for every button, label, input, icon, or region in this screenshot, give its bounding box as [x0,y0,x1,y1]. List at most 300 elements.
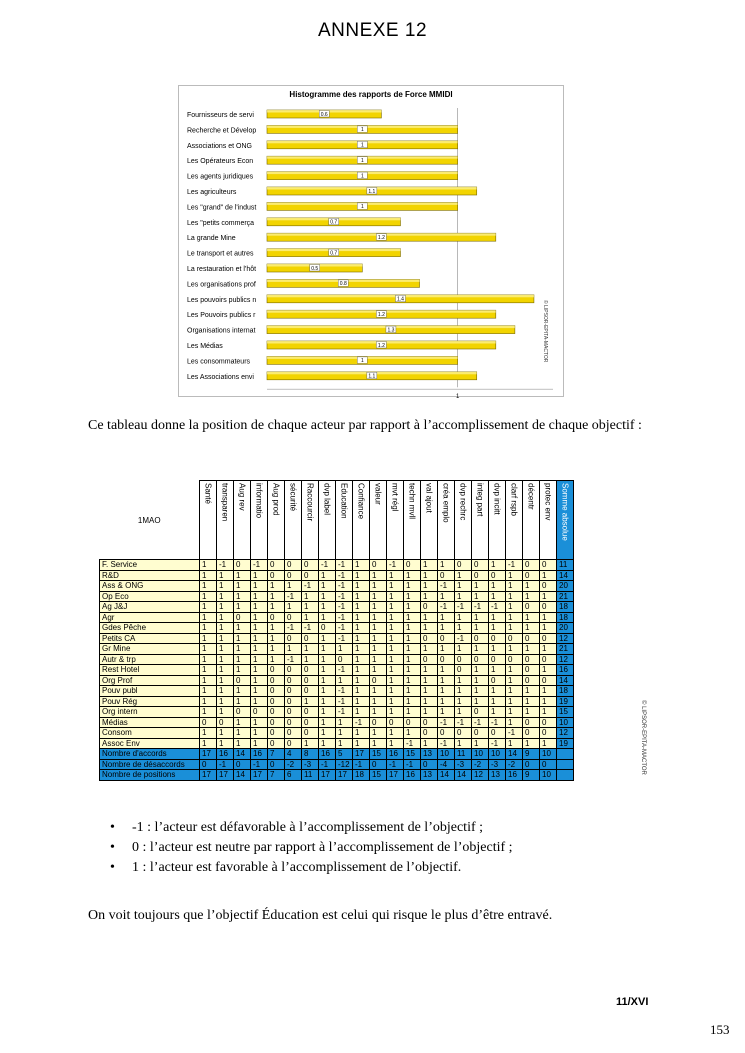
position-cell: 1 [319,696,336,707]
actor-row [100,707,574,718]
legend-item: • 0 : l’acteur est neutre par rapport à l’accomplissement de l’objectif ; [110,838,513,858]
totals-cell: 17 [336,770,353,781]
category-label: Le transport et autres [187,250,254,258]
category-label: La restauration et l'hôt [187,266,257,273]
position-cell: 1 [472,581,489,592]
position-cell: 1 [523,644,540,655]
position-cell: 1 [302,602,319,613]
position-cell: 0 [455,665,472,676]
position-cell: 1 [251,738,268,749]
actor-label: Agr [100,612,200,623]
sum-cell: 14 [557,675,574,686]
category-label: Les "grand" de l'indust [187,204,257,212]
actor-label: F. Service [100,560,200,571]
totals-cell: 17 [200,749,217,760]
position-cell: 0 [302,728,319,739]
bar-value-label: 1 [360,204,364,211]
position-cell: 0 [268,717,285,728]
position-cell: 0 [438,570,455,581]
legend-item: • 1 : l’acteur est favorable à l’accomplissement de l’objectif. [110,858,513,878]
position-cell: 1 [319,633,336,644]
position-cell: 0 [336,654,353,665]
position-cell: 1 [319,675,336,686]
objective-column-header [251,481,268,560]
position-cell: 1 [438,686,455,697]
position-cell: 1 [319,686,336,697]
position-cell: 1 [200,644,217,655]
position-cell: 0 [421,602,438,613]
position-cell: 1 [387,602,404,613]
position-cell: 0 [285,696,302,707]
bar-value-label: 1.1 [368,188,376,195]
position-cell: 1 [217,570,234,581]
position-cell: 1 [353,591,370,602]
position-cell: 1 [217,738,234,749]
totals-label: Nombre d'accords [100,749,200,760]
position-cell: 0 [472,570,489,581]
position-cell: 1 [506,612,523,623]
position-cell: 0 [370,560,387,571]
position-cell: 1 [540,612,557,623]
position-cell: 1 [251,675,268,686]
totals-cell: 5 [336,749,353,760]
sum-cell: 11 [557,560,574,571]
actor-label: Gr Mine [100,644,200,655]
position-cell: 1 [251,633,268,644]
totals-cell: 14 [506,749,523,760]
position-cell: 1 [217,686,234,697]
objective-column-header [336,481,353,560]
totals-cell: -2 [285,759,302,770]
position-cell: 1 [455,570,472,581]
position-cell: 1 [336,644,353,655]
position-cell: -1 [489,602,506,613]
position-cell: 1 [353,633,370,644]
totals-row [100,770,574,781]
position-cell: 0 [268,675,285,686]
position-cell: 0 [523,633,540,644]
position-cell: 1 [302,696,319,707]
position-cell: 1 [251,602,268,613]
position-cell: 0 [540,728,557,739]
position-cell: -1 [438,738,455,749]
actor-row [100,675,574,686]
objective-column-header [540,481,557,560]
actor-label: Médias [100,717,200,728]
position-cell: 1 [387,738,404,749]
sum-cell: 18 [557,686,574,697]
position-cell: 1 [268,644,285,655]
position-cell: 1 [200,581,217,592]
position-cell: 0 [540,581,557,592]
position-cell: 0 [268,570,285,581]
position-cell: 1 [455,623,472,634]
position-cell: 1 [319,591,336,602]
force-histogram [178,85,564,401]
legend-item: • -1 : l’acteur est défavorable à l’accomplissement de l’objectif ; [110,818,513,838]
objective-label: dvp incitt [492,483,502,515]
position-cell: 1 [268,581,285,592]
position-cell: 1 [217,728,234,739]
objective-column-header [285,481,302,560]
position-cell: 1 [234,654,251,665]
position-cell: 1 [387,581,404,592]
position-cell: 1 [387,570,404,581]
position-cell: 1 [251,686,268,697]
position-cell: 1 [353,696,370,707]
actor-row [100,623,574,634]
totals-row [100,749,574,760]
actor-row [100,633,574,644]
totals-cell: -3 [455,759,472,770]
position-cell: 1 [421,675,438,686]
objective-label: Confiance [356,483,366,520]
totals-cell: 9 [523,749,540,760]
position-cell: 0 [302,707,319,718]
position-cell: 0 [438,728,455,739]
position-cell: 1 [506,696,523,707]
position-cell: 0 [472,707,489,718]
position-cell: 0 [268,612,285,623]
position-cell: 1 [370,612,387,623]
actor-row [100,560,574,571]
position-cell: 0 [523,675,540,686]
objective-column-header [200,481,217,560]
position-cell: -1 [506,560,523,571]
actor-label: Pouv publ [100,686,200,697]
position-cell: 0 [370,717,387,728]
position-cell: 1 [234,665,251,676]
position-cell: -1 [302,623,319,634]
totals-cell: -1 [319,759,336,770]
position-cell: 1 [387,633,404,644]
position-cell: 0 [540,560,557,571]
bar-value-label: 0.8 [339,281,347,288]
totals-cell: 17 [217,770,234,781]
position-cell: 0 [302,675,319,686]
bar-value-label: 1 [360,173,364,180]
position-cell: 1 [217,675,234,686]
position-cell: 0 [523,602,540,613]
objective-column-header [234,481,251,560]
bar-value-label: 1.2 [377,342,385,349]
position-cell: 0 [234,560,251,571]
position-cell: 0 [285,675,302,686]
position-cell: 1 [336,717,353,728]
actor-label: Op Eco [100,591,200,602]
sum-cell: 15 [557,707,574,718]
position-cell: 1 [234,591,251,602]
category-label: Les Associations envi [187,373,254,381]
sum-cell: 12 [557,728,574,739]
position-cell: 1 [540,686,557,697]
position-cell: 1 [370,654,387,665]
position-cell: 1 [234,738,251,749]
position-cell: -1 [336,581,353,592]
sum-cell: 18 [557,612,574,623]
position-cell: 1 [217,644,234,655]
totals-cell: 17 [200,770,217,781]
totals-cell: 0 [200,759,217,770]
position-cell: 1 [234,581,251,592]
position-cell: 1 [200,570,217,581]
position-cell: 0 [506,654,523,665]
category-label: Les pouvoirs publics n [187,296,257,304]
position-cell: 1 [370,707,387,718]
position-cell: 1 [387,686,404,697]
page-reference: 11/XVI [616,996,649,1008]
position-cell: -1 [489,717,506,728]
objective-label: clarf rspb [509,483,519,516]
position-cell: 1 [251,665,268,676]
position-cell: 1 [234,633,251,644]
actor-label: Org intern [100,707,200,718]
bar-value-label: 1 [360,127,364,134]
position-cell: 1 [319,612,336,623]
position-cell: 1 [319,665,336,676]
category-label: Recherche et Dévelop [187,127,257,135]
objective-label: mvt régl [390,483,400,512]
position-cell: 1 [353,665,370,676]
position-cell: 0 [370,675,387,686]
position-cell: 1 [353,654,370,665]
position-cell: -1 [285,623,302,634]
position-cell: 1 [540,696,557,707]
objective-label: dvp label [322,483,332,516]
position-cell: 1 [455,644,472,655]
position-cell: 0 [540,675,557,686]
sum-cell: 20 [557,581,574,592]
actor-row [100,738,574,749]
position-cell: 1 [438,696,455,707]
totals-label: Nombre de positions [100,770,200,781]
totals-cell: 7 [268,749,285,760]
position-cell: 1 [217,654,234,665]
objective-label: transparen [220,483,230,522]
position-cell: 1 [523,696,540,707]
position-cell: -1 [455,717,472,728]
position-cell: 1 [421,623,438,634]
position-cell: 1 [489,707,506,718]
position-cell: -1 [455,633,472,644]
position-cell: 0 [438,633,455,644]
position-cell: 1 [268,633,285,644]
position-cell: 1 [455,591,472,602]
position-cell: 1 [200,707,217,718]
position-cell: -1 [285,591,302,602]
position-cell: 1 [404,602,421,613]
position-cell: -1 [336,707,353,718]
category-label: Associations et ONG [187,142,252,150]
objective-label: décentr [526,483,536,510]
totals-cell: -1 [353,759,370,770]
position-cell: 1 [234,717,251,728]
position-cell: 1 [217,602,234,613]
position-cell: 1 [404,633,421,644]
position-cell: 1 [302,738,319,749]
actor-label: Ag J&J [100,602,200,613]
position-cell: 0 [404,560,421,571]
position-cell: 1 [200,591,217,602]
position-cell: -1 [438,581,455,592]
position-cell: -1 [336,686,353,697]
position-cell: 0 [268,560,285,571]
objective-column-header [370,481,387,560]
position-cell: 1 [523,581,540,592]
position-cell: 1 [421,644,438,655]
position-cell: -1 [217,560,234,571]
category-label: Les consommateurs [187,358,251,366]
objective-column-header [472,481,489,560]
totals-cell: 13 [421,770,438,781]
position-cell: 1 [472,696,489,707]
objective-label: informatio [254,483,264,519]
position-cell: 1 [421,581,438,592]
sum-cell: 12 [557,633,574,644]
objective-column-header [421,481,438,560]
position-cell: 1 [489,686,506,697]
position-cell: 1 [421,591,438,602]
position-cell: 1 [200,654,217,665]
totals-cell: 18 [353,770,370,781]
position-cell: 1 [506,602,523,613]
bar-value-label: 1 [360,358,364,365]
totals-cell: -3 [302,759,319,770]
position-cell: 1 [472,686,489,697]
position-cell: 1 [421,570,438,581]
bar-value-label: 1.3 [387,327,395,334]
actor-row [100,591,574,602]
objective-column-header [506,481,523,560]
position-cell: -1 [336,623,353,634]
position-cell: 1 [336,728,353,739]
position-cell: 1 [200,623,217,634]
position-cell: 1 [387,675,404,686]
objective-label: integ part [475,483,485,517]
totals-cell: 14 [234,749,251,760]
position-cell: 1 [455,675,472,686]
position-cell: 1 [217,623,234,634]
category-label: La grande Mine [187,235,236,243]
objective-label: valeur [373,483,383,505]
actor-label: Ass & ONG [100,581,200,592]
position-cell: 0 [302,633,319,644]
position-cell: 0 [489,675,506,686]
position-cell: 0 [523,654,540,665]
position-cell: 0 [540,654,557,665]
position-cell: -1 [472,602,489,613]
position-cell: 1 [472,612,489,623]
category-label: Les Opérateurs Econ [187,158,254,166]
position-cell: 1 [421,560,438,571]
position-cell: 0 [268,696,285,707]
position-cell: 1 [387,665,404,676]
position-cell: 1 [506,570,523,581]
category-label: Fournisseurs de servi [187,112,254,119]
position-cell: 1 [217,707,234,718]
position-cell: 1 [285,602,302,613]
position-cell: 1 [370,665,387,676]
category-label: Les Médias [187,343,223,350]
position-cell: 1 [370,602,387,613]
position-cell: 0 [302,686,319,697]
totals-cell: 0 [370,759,387,770]
actor-label: Consom [100,728,200,739]
position-cell: 1 [404,654,421,665]
position-cell: 0 [472,728,489,739]
position-cell: -1 [438,602,455,613]
actor-label: Autr & trp [100,654,200,665]
totals-cell: 16 [387,749,404,760]
position-cell: 1 [319,738,336,749]
totals-cell: 10 [489,749,506,760]
x-tick-label: 1 [455,394,460,401]
position-cell: 0 [523,717,540,728]
position-cell: 1 [353,728,370,739]
actor-row [100,654,574,665]
position-cell: -1 [387,560,404,571]
position-cell: 1 [251,581,268,592]
bar-value-label: 1.1 [368,373,376,380]
position-cell: 0 [268,738,285,749]
position-cell: 0 [285,728,302,739]
position-cell: 1 [421,665,438,676]
chart-plot [179,86,563,401]
position-cell: 1 [540,591,557,602]
position-cell: 0 [302,570,319,581]
objective-label: Aug rev [237,483,247,511]
position-cell: 0 [523,665,540,676]
position-cell: -1 [251,560,268,571]
position-cell: 1 [353,686,370,697]
position-cell: -1 [336,612,353,623]
bar-value-label: 0.7 [330,219,338,226]
page-title: ANNEXE 12 [317,20,428,41]
position-cell: 1 [438,560,455,571]
objective-label: créa emplo [441,483,451,523]
sum-cell: 21 [557,644,574,655]
position-cell: 1 [404,612,421,623]
position-cell: 1 [506,591,523,602]
position-cell: 0 [302,665,319,676]
position-cell: 1 [370,728,387,739]
position-cell: 1 [353,675,370,686]
position-cell: -1 [336,570,353,581]
position-cell: 1 [370,686,387,697]
position-cell: 1 [234,728,251,739]
chart-copyright: © LIPSOR-EPITA-MACTOR [542,300,548,363]
totals-cell: 15 [370,770,387,781]
totals-cell: 8 [302,749,319,760]
totals-cell: -2 [472,759,489,770]
position-cell: -1 [336,602,353,613]
position-cell: 0 [421,654,438,665]
position-cell: 1 [455,612,472,623]
position-cell: 1 [268,623,285,634]
position-cell: 1 [523,707,540,718]
position-cell: 1 [302,612,319,623]
objective-column-header [404,481,421,560]
sum-cell: 12 [557,654,574,665]
position-cell: 1 [540,665,557,676]
position-cell: 0 [319,623,336,634]
position-cell: 1 [489,560,506,571]
position-cell: 1 [251,654,268,665]
actor-row [100,717,574,728]
position-cell: 1 [489,644,506,655]
position-cell: 1 [387,623,404,634]
position-cell: 1 [489,581,506,592]
